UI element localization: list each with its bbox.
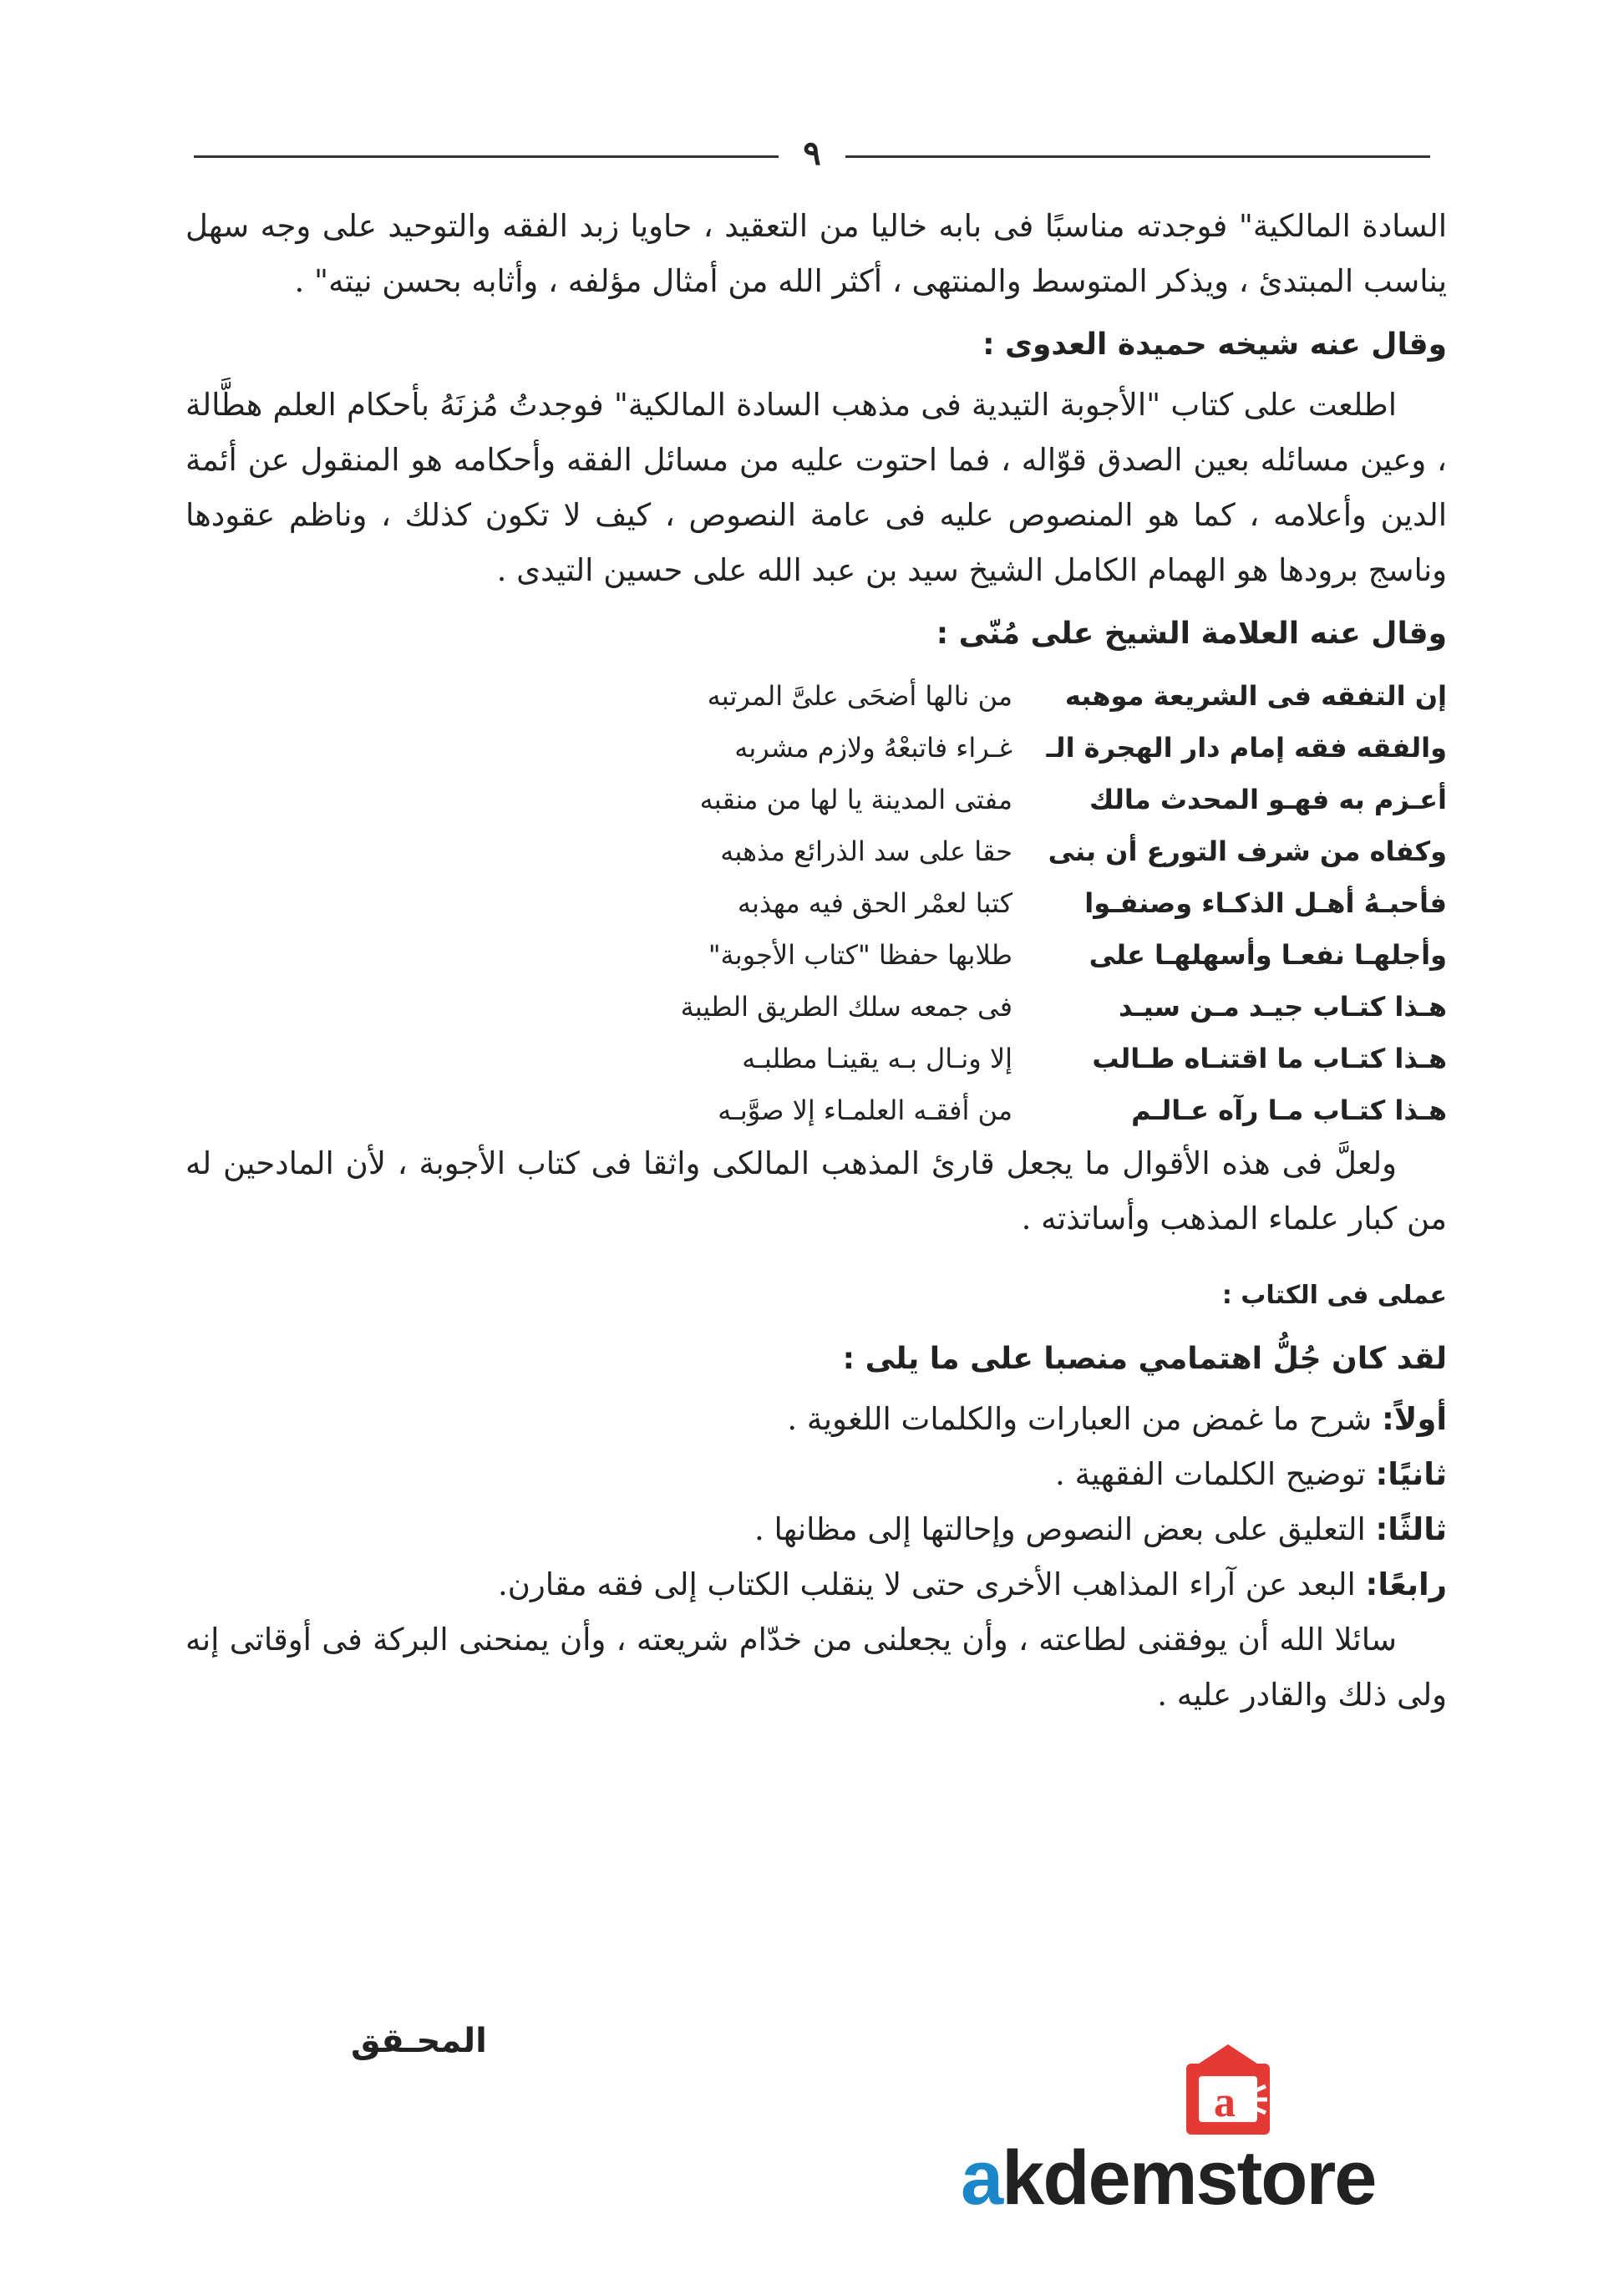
verse-second-hemistich: فى جمعه سلك الطريق الطيبة: [680, 991, 1012, 1023]
akdemstore-logo: [961, 2043, 1462, 2227]
point-label: ثالثًا:: [1375, 1511, 1447, 1547]
heading-focus: لقد كان جُلُّ اهتمامي منصبا على ما يلى :: [842, 1342, 1447, 1376]
paragraph-3: ولعلَّ فى هذه الأقوال ما يجعل قارئ المذهب المالكى واثقا فى كتاب الأجوبة ، لأن المادحين له من كبار علماء المذهب وأساتذته .: [185, 1145, 1447, 1236]
points-list: [185, 1392, 1447, 1612]
verse-second-hemistich: إلا ونـال بـه يقينـا مطلبـه: [742, 1043, 1012, 1074]
point-label: أولاً:: [1381, 1401, 1447, 1437]
verse-first-hemistich: والفقه فقه إمام دار الهجرة الـ: [1046, 732, 1447, 764]
verse-second-hemistich: حقا على سد الذرائع مذهبه: [720, 835, 1012, 867]
work-point: [185, 1502, 1447, 1557]
header-rule-left: [194, 155, 779, 158]
work-point: [185, 1392, 1447, 1447]
point-text: توضيح الكلمات الفقهية .: [1055, 1456, 1366, 1492]
verse-first-hemistich: هـذا كتـاب ما اقتنـاه طـالب: [1092, 1043, 1447, 1074]
verse-first-hemistich: هـذا كتـاب جيـد مـن سيـد: [1119, 991, 1447, 1023]
verse-first-hemistich: وكفاه من شرف التورع أن بنى: [1048, 835, 1447, 867]
verse-second-hemistich: من أفقـه العلمـاء إلا صوَّبـه: [718, 1094, 1012, 1126]
heading-my-work: عملى فى الكتاب :: [1221, 1281, 1447, 1310]
paragraph-4: سائلا الله أن يوفقنى لطاعته ، وأن يجعلنى من خدّام شريعته ، وأن يمنحنى البركة فى أوقاتى إنه ولى ذلك والقادر عليه .: [185, 1622, 1447, 1713]
verse-first-hemistich: هـذا كتـاب مـا رآه عـالـم: [1131, 1094, 1447, 1126]
poem: [185, 670, 1447, 1136]
signature: المحـقق: [351, 2022, 487, 2060]
heading-hamida: وقال عنه شيخه حميدة العدوى :: [982, 328, 1447, 362]
work-point: [185, 1557, 1447, 1612]
verse-second-hemistich: من نالها أضحَى علىَّ المرتبه: [707, 680, 1012, 712]
point-text: التعليق على بعض النصوص وإحالتها إلى مظانها .: [754, 1511, 1366, 1547]
verse-first-hemistich: أعـزم به فهـو المحدث مالك: [1089, 784, 1447, 815]
heading-ali-munni: وقال عنه العلامة الشيخ على مُنّى :: [936, 617, 1447, 651]
poem-verse: [185, 825, 1447, 877]
poem-verse: [185, 877, 1447, 929]
poem-verse: [185, 1033, 1447, 1084]
poem-verse: [185, 722, 1447, 774]
point-label: رابعًا:: [1365, 1566, 1447, 1602]
poem-verse: [185, 981, 1447, 1033]
verse-first-hemistich: إن التفقه فى الشريعة موهبه: [1064, 680, 1447, 712]
point-text: البعد عن آراء المذاهب الأخرى حتى لا ينقلب الكتاب إلى فقه مقارن.: [497, 1566, 1356, 1602]
verse-second-hemistich: طلابها حفظا "كتاب الأجوبة": [708, 939, 1012, 971]
verse-second-hemistich: مفتى المدينة يا لها من منقبه: [699, 784, 1012, 815]
paragraph-2: اطلعت على كتاب "الأجوبة التيدية فى مذهب السادة المالكية" فوجدتُ مُزنَهُ بأحكام العلم هطَّالة ، وعين مسائله بعين الصدق قوّاله ، فما احتوت عليه من مسائل الفقه وأحكامه هو المنقول عن أئمة الدين وأعلامه ، كما هو المنصوص عليه فى عامة النصوص ، كيف لا تكون كذلك ، وناظم عقودها وناسج برودها هو الهمام الكامل الشيخ سيد بن عبد الله على حسين التيدى .: [185, 387, 1447, 588]
book-store-icon: [1174, 2043, 1282, 2139]
verse-second-hemistich: كتبا لعمْر الحق فيه مهذبه: [737, 887, 1012, 919]
verse-first-hemistich: فأحبـهُ أهـل الذكـاء وصنفـوا: [1084, 887, 1447, 919]
page-body: [185, 199, 1447, 1723]
work-point: [185, 1447, 1447, 1502]
poem-verse: [185, 929, 1447, 981]
paragraph-1: السادة المالكية" فوجدته مناسبًا فى بابه خاليا من التعقيد ، حاويا زبد الفقه والتوحيد على وجه سهل يناسب المبتدئ ، ويذكر المتوسط والمنتهى ، أكثر الله من أمثال مؤلفه ، وأثابه بحسن نيته" .: [185, 208, 1447, 299]
poem-verse: [185, 774, 1447, 825]
poem-verse: [185, 1084, 1447, 1136]
point-label: ثانيًا:: [1375, 1456, 1447, 1492]
verse-second-hemistich: غـراء فاتبعْهُ ولازم مشربه: [734, 732, 1012, 764]
logo-wordmark: akdemstore: [961, 2135, 1376, 2221]
poem-verse: [185, 670, 1447, 722]
header-rule-right: [845, 155, 1430, 158]
verse-first-hemistich: وأجلهـا نفعـا وأسهلهـا على: [1089, 939, 1447, 971]
svg-text:a: a: [1214, 2079, 1236, 2126]
page-number: ٩: [803, 134, 821, 173]
point-text: شرح ما غمض من العبارات والكلمات اللغوية .: [787, 1401, 1373, 1437]
